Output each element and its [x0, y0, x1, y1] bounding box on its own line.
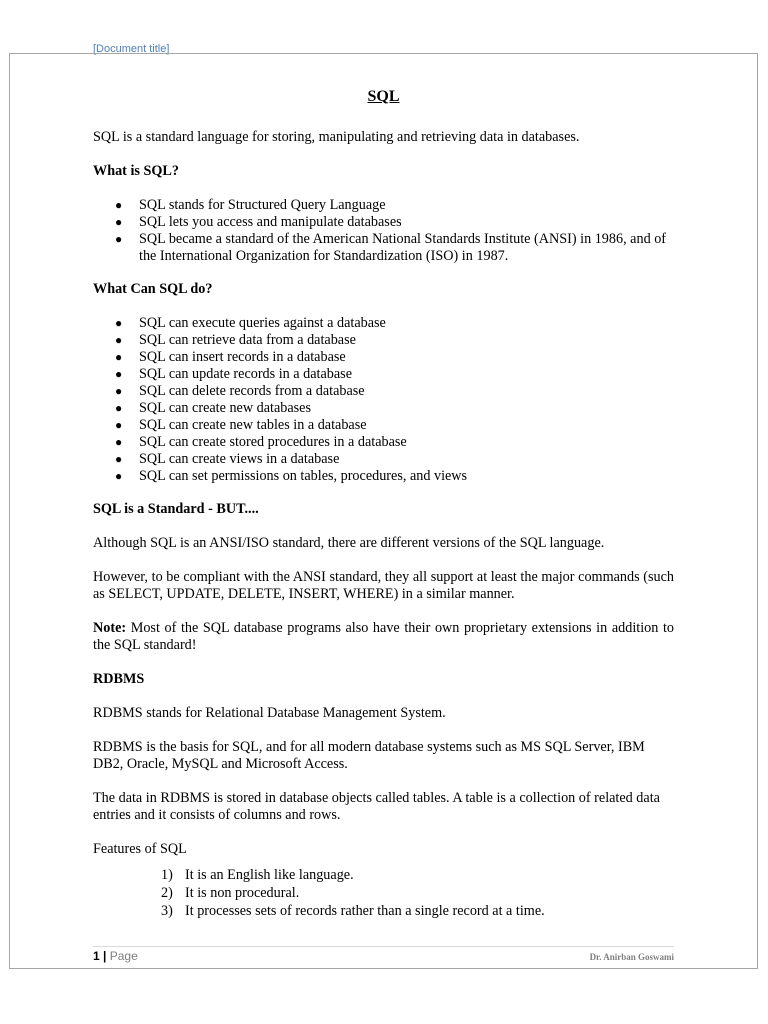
- page-number-footer: [93, 949, 138, 963]
- list-item-text: It processes sets of records rather than a single record at a time.: [185, 903, 545, 919]
- list-item: [93, 867, 674, 884]
- standard-paragraph-2: However, to be compliant with the ANSI standard, they all support at least the major commands (such as SELECT, UPDATE, DELETE, INSERT, WHERE) in a similar manner.: [93, 569, 674, 602]
- list-item: ● SQL can create views in a database: [93, 451, 674, 468]
- page-number: 1: [93, 949, 100, 963]
- list-item: ● SQL lets you access and manipulate databases: [93, 214, 674, 231]
- list-item: ● SQL can create new tables in a database: [93, 417, 674, 434]
- what-can-sql-do-heading: What Can SQL do?: [93, 281, 213, 297]
- list-item: ● SQL can retrieve data from a database: [93, 332, 674, 349]
- what-is-sql-list: [93, 197, 674, 265]
- list-item: ● SQL stands for Structured Query Language: [93, 197, 674, 214]
- standard-paragraph-1: Although SQL is an ANSI/ISO standard, there are different versions of the SQL language.: [93, 535, 605, 551]
- document-body: [93, 86, 674, 921]
- rdbms-heading: RDBMS: [93, 671, 145, 687]
- list-item-text: It is an English like language.: [185, 867, 354, 883]
- note-paragraph: [93, 620, 674, 654]
- list-item: ● SQL can update records in a database: [93, 366, 674, 383]
- sql-standard-heading: SQL is a Standard - BUT....: [93, 501, 259, 517]
- note-label: Note:: [93, 620, 127, 636]
- rdbms-paragraph-1: RDBMS stands for Relational Database Management System.: [93, 705, 446, 721]
- what-is-sql-heading: What is SQL?: [93, 163, 179, 179]
- list-item: ● SQL can create new databases: [93, 400, 674, 417]
- list-item: ● SQL can set permissions on tables, procedures, and views: [93, 468, 674, 485]
- note-text: Most of the SQL database programs also have their own proprietary extensions in addition to the SQL standard!: [93, 620, 674, 653]
- list-number: 3): [161, 903, 173, 919]
- list-item: ● SQL can create stored procedures in a database: [93, 434, 674, 451]
- document-title-placeholder[interactable]: [Document title]: [93, 43, 170, 55]
- features-list: [93, 867, 674, 920]
- list-item: ● SQL can insert records in a database: [93, 349, 674, 366]
- features-heading: Features of SQL: [93, 841, 187, 857]
- intro-paragraph: SQL is a standard language for storing, manipulating and retrieving data in databases.: [93, 129, 580, 145]
- page-title: SQL: [367, 88, 400, 105]
- rdbms-paragraph-3: The data in RDBMS is stored in database objects called tables. A table is a collection of related data entries and it consists of columns and rows.: [93, 790, 660, 823]
- list-item: ● SQL can execute queries against a database: [93, 315, 674, 332]
- list-number: 1): [161, 867, 173, 883]
- page-separator: |: [99, 949, 110, 963]
- page-label: Page: [109, 949, 138, 963]
- what-can-sql-do-list: [93, 315, 674, 485]
- footer-divider: [93, 946, 674, 947]
- list-item: ● SQL can delete records from a database: [93, 383, 674, 400]
- list-item: ● SQL became a standard of the American National Standards Institute (ANSI) in 1986, and of the International Organization for Standardization (ISO) in 1987.: [93, 231, 674, 265]
- list-number: 2): [161, 885, 173, 901]
- list-item-text: It is non procedural.: [185, 885, 300, 901]
- rdbms-paragraph-2: RDBMS is the basis for SQL, and for all modern database systems such as MS SQL Server, IBM DB2, Oracle, MySQL and Microsoft Access.: [93, 739, 645, 772]
- author-footer: Dr. Anirban Goswami: [589, 952, 674, 962]
- list-item: [93, 903, 674, 920]
- list-item: [93, 885, 674, 902]
